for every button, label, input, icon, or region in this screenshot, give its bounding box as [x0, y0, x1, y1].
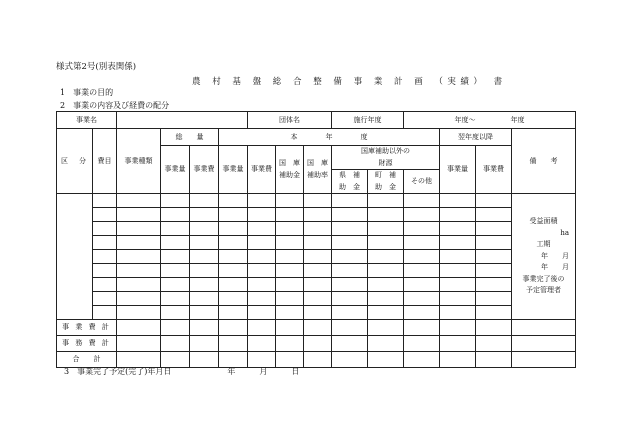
- table-row: [57, 306, 576, 320]
- section-completion-date: 3 事業完了予定(完了)年月日 年 月 日: [64, 367, 300, 376]
- remarks-header: 備 考: [512, 129, 576, 194]
- other-source-header: その他: [404, 170, 440, 194]
- total-cost-header: 事業費: [190, 146, 219, 194]
- remarks-start-date: 年 月: [541, 251, 570, 260]
- fiscal-year-label: 施行年度: [332, 112, 404, 129]
- national-subsidy-header: [276, 146, 304, 194]
- prefecture-line2: 助 金: [339, 182, 361, 191]
- fiscal-year-range[interactable]: 年度〜 年度: [404, 112, 576, 129]
- national-subsidy-line2: 補助金: [279, 170, 300, 179]
- category-cell[interactable]: [57, 194, 93, 320]
- plan-table: [56, 111, 576, 368]
- year-quantity-header: 事業量: [219, 146, 248, 194]
- project-type-header: 事業種類: [117, 129, 161, 194]
- organization-label: 団体名: [248, 112, 332, 129]
- section-purpose: 1 事業の目的: [60, 88, 114, 97]
- project-name-label: 事業名: [57, 112, 117, 129]
- non-national-line2: 財源: [378, 158, 393, 167]
- table-row: [57, 194, 576, 208]
- table-row: [57, 278, 576, 292]
- town-line1: 町 補: [375, 171, 397, 179]
- year-cost-header: 事業費: [248, 146, 276, 194]
- office-cost-total-row: [57, 336, 576, 352]
- town-subsidy-header: [368, 170, 404, 194]
- next-year-header: 翌年度以降: [440, 129, 512, 146]
- next-quantity-header: 事業量: [440, 146, 476, 194]
- remarks-notes[interactable]: [512, 194, 576, 320]
- category-header: 区 分: [57, 129, 93, 194]
- national-rate-line1: 国 庫: [307, 159, 328, 167]
- form-number: 様式第2号(別表関係): [56, 62, 137, 72]
- table-row: [57, 208, 576, 222]
- town-line2: 助 金: [375, 182, 397, 191]
- remarks-end-date: 年 月: [541, 263, 570, 272]
- grand-total-label: 合 計: [57, 352, 117, 368]
- project-cost-total-label: 事 業 費 計: [57, 320, 117, 336]
- total-header: 総 量: [161, 129, 219, 146]
- non-national-line1: 国庫補助以外の: [361, 147, 411, 155]
- table-row: [57, 222, 576, 236]
- prefecture-line1: 県 補: [339, 171, 361, 179]
- office-cost-total-label: 事 務 費 計: [57, 336, 117, 352]
- project-cost-total-row: [57, 320, 576, 336]
- prefecture-subsidy-header: [332, 170, 368, 194]
- national-rate-header: [304, 146, 332, 194]
- table-row: [57, 236, 576, 250]
- remarks-planned-manager: 予定管理者: [526, 286, 562, 295]
- remarks-ha-unit: ha: [560, 228, 570, 237]
- next-cost-header: 事業費: [476, 146, 512, 194]
- remarks-construction-period: 工期: [536, 240, 551, 249]
- national-rate-line2: 補助率: [307, 170, 328, 179]
- non-national-source-header: [332, 146, 440, 170]
- remarks-after-completion: 事業完了後の: [522, 274, 565, 283]
- this-year-header: 本 年 度: [219, 129, 440, 146]
- expense-item-header: 費目: [93, 129, 117, 194]
- total-quantity-header: 事業量: [161, 146, 190, 194]
- table-row: [57, 264, 576, 278]
- section-content-and-cost: 2 事業の内容及び経費の配分: [60, 101, 170, 110]
- document-title: 農 村 基 盤 総 合 整 備 事 業 計 画 （実績） 書: [192, 77, 507, 87]
- national-subsidy-line1: 国 庫: [279, 159, 300, 167]
- remarks-benefit-area: 受益面積: [529, 217, 558, 226]
- table-row: [57, 292, 576, 306]
- table-row: [57, 250, 576, 264]
- project-name-field[interactable]: [117, 112, 248, 129]
